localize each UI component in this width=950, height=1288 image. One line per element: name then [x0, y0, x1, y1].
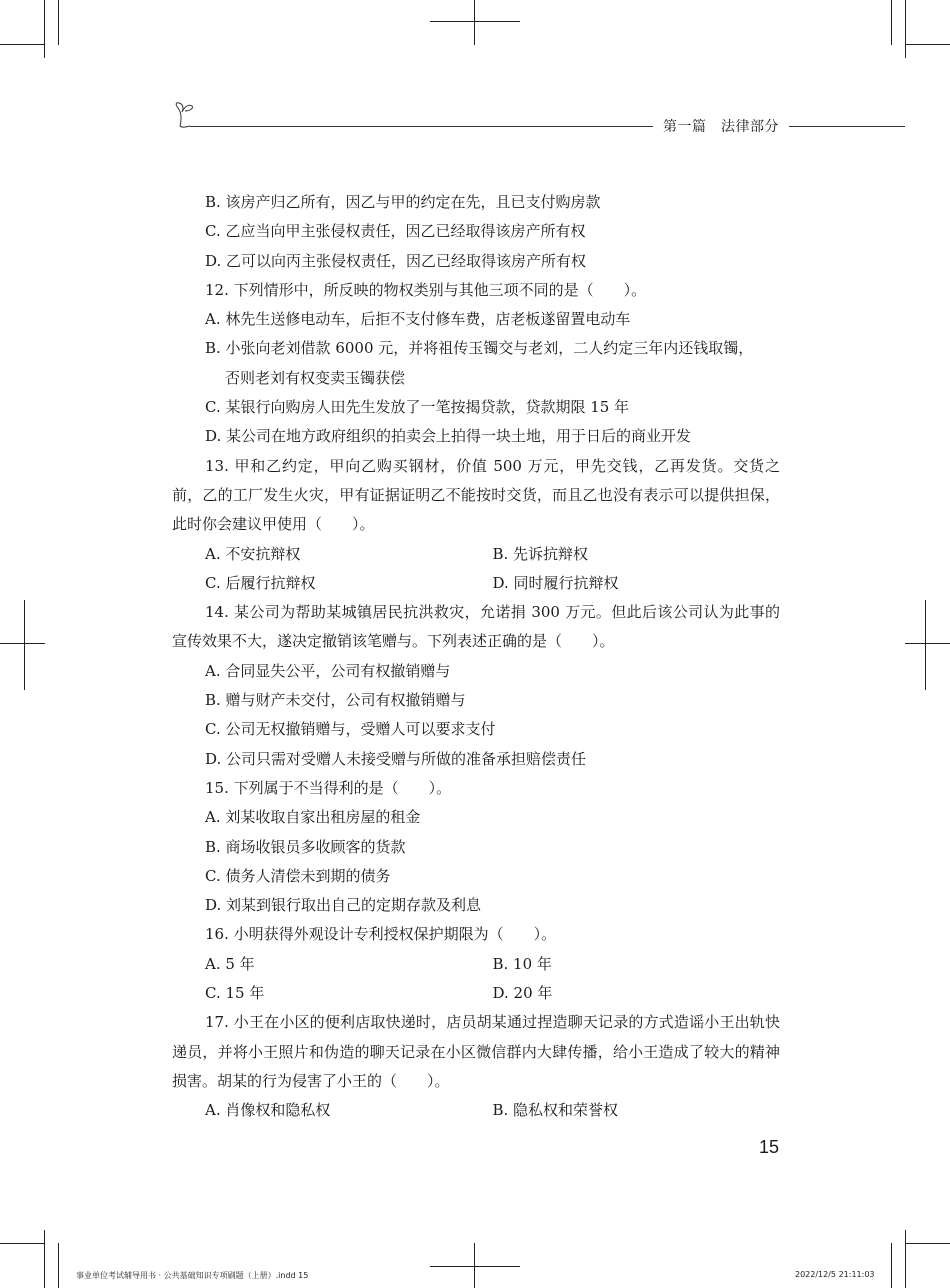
option-line: B. 小张向老刘借款 6000 元，并将祖传玉镯交与老刘，二人约定三年内还钱取镯， — [205, 339, 754, 358]
option-c: C. 后履行抗辩权 — [205, 573, 316, 592]
question-14: 14. 某公司为帮助某城镇居民抗洪救灾，允诺捐 300 万元。但此后该公司认为此事的宣传效果不大，遂决定撤销该笔赠与。下列表述正确的是（ ）。 — [172, 603, 780, 651]
option-pair — [172, 1096, 780, 1125]
option-d: D. 同时履行抗辩权 — [492, 573, 619, 592]
option-b: B. 先诉抗辩权 — [492, 544, 589, 563]
option-line: D. 刘某到银行取出自己的定期存款及利息 — [205, 896, 482, 915]
option-line: C. 某银行向购房人田先生发放了一笔按揭贷款，贷款期限 15 年 — [205, 398, 630, 417]
option-line: B. 赠与财产未交付，公司有权撤销赠与 — [205, 691, 466, 710]
page-number: 15 — [759, 1137, 780, 1157]
option-c: C. 15 年 — [205, 984, 265, 1003]
option-a: A. 肖像权和隐私权 — [205, 1101, 331, 1120]
question-17: 17. 小王在小区的便利店取快递时，店员胡某通过捏造聊天记录的方式造谣小王出轨快递员，并将小王照片和伪造的聊天记录在小区微信群内大肆传播，给小王造成了较大的精神损害。胡某的行为侵害了小王的（ ）。 — [172, 1013, 780, 1090]
option-line: A. 林先生送修电动车，后拒不支付修车费，店老板遂留置电动车 — [205, 310, 631, 329]
header-rule-right — [789, 126, 905, 127]
option-line: A. 刘某收取自家出租房屋的租金 — [205, 808, 421, 827]
option-line: D. 乙可以向丙主张侵权责任，因乙已经取得该房产所有权 — [205, 251, 587, 270]
option-line-continued: 否则老刘有权变卖玉镯获偿 — [225, 368, 406, 387]
option-line: B. 该房产归乙所有，因乙与甲的约定在先，且已支付购房款 — [205, 193, 601, 211]
option-line: D. 公司只需对受赠人未接受赠与所做的准备承担赔偿责任 — [205, 749, 587, 768]
option-line: C. 债务人清偿未到期的债务 — [205, 866, 391, 885]
option-d: D. 20 年 — [492, 984, 553, 1003]
question-13: 13. 甲和乙约定，甲向乙购买钢材，价值 500 万元，甲先交钱，乙再发货。交货之前，乙的工厂发生火灾，甲有证据证明乙不能按时交货，而且乙也没有表示可以提供担保，此时你会建议甲使用（ ）。 — [172, 456, 780, 534]
option-pair — [172, 540, 780, 569]
option-line: A. 合同显失公平，公司有权撤销赠与 — [205, 661, 451, 680]
option-line: C. 公司无权撤销赠与，受赠人可以要求支付 — [205, 720, 496, 739]
option-b: B. 10 年 — [492, 954, 552, 973]
footer-file-info: 事业单位考试辅导用书 · 公共基础知识专项刷题（上册）.indd 15 — [76, 1271, 309, 1280]
option-a: A. 5 年 — [205, 954, 255, 973]
section-title: 第一篇 法律部分 — [663, 119, 779, 135]
question-16: 16. 小明获得外观设计专利授权保护期限为（ ）。 — [205, 925, 557, 944]
option-pair — [172, 569, 780, 598]
option-pair — [172, 950, 780, 979]
question-15: 15. 下列属于不当得利的是（ ）。 — [205, 778, 452, 797]
option-pair — [172, 979, 780, 1008]
option-line: C. 乙应当向甲主张侵权责任，因乙已经取得该房产所有权 — [205, 222, 586, 241]
question-content — [172, 188, 780, 1126]
header-rule-left — [190, 126, 653, 127]
option-line: D. 某公司在地方政府组织的拍卖会上拍得一块土地，用于日后的商业开发 — [205, 427, 692, 446]
leaf-icon — [170, 100, 210, 132]
footer-timestamp: 2022/12/5 21:11:03 — [795, 1270, 875, 1279]
option-b: B. 隐私权和荣誉权 — [492, 1101, 619, 1120]
question-12: 12. 下列情形中，所反映的物权类别与其他三项不同的是（ ）。 — [205, 280, 647, 299]
option-a: A. 不安抗辩权 — [205, 544, 301, 563]
option-line: B. 商场收银员多收顾客的货款 — [205, 837, 406, 856]
